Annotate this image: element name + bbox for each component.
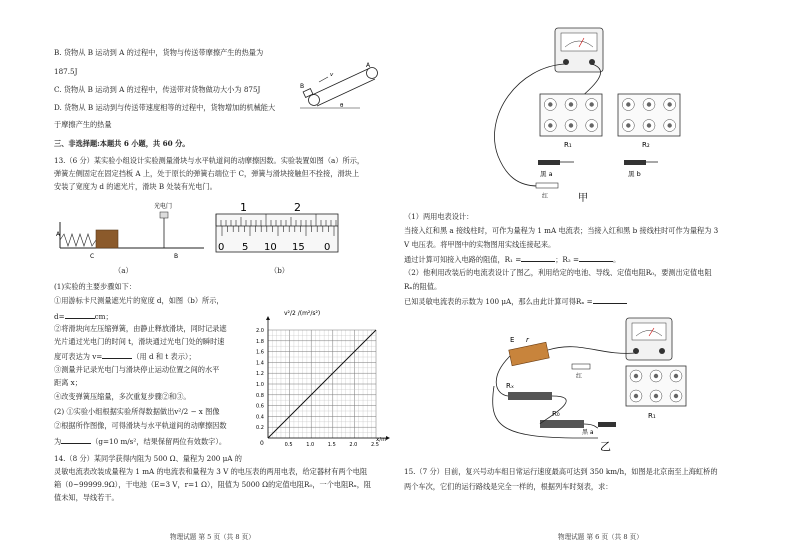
y-tick-label: 0.2: [256, 425, 264, 432]
dial-center: [548, 102, 552, 106]
fig-a-label-b: B: [174, 253, 179, 260]
y-tick-label: 1.4: [256, 360, 264, 367]
vernier-label-15: 15: [292, 242, 305, 253]
q14-part2-line3: [404, 296, 627, 306]
q14-part1-line2: V 电压表。将甲图中的实物图用实线连接起来。: [404, 240, 556, 249]
vernier-label-end: 0: [324, 242, 331, 253]
figure-a-caption: （a）: [114, 266, 133, 275]
vernier-label-5: 5: [242, 242, 249, 253]
q14-part1-line1: 当接入红和黑 a 接线柱时，可作为量程为 1 mA 电流表；当接入红和黑 b 接线柱时可作为量程为 3: [404, 226, 719, 235]
answer-blank-rx[interactable]: [593, 296, 627, 304]
y-tick-label: 0.4: [256, 414, 264, 421]
section-heading: 三、非选择题:本题共 6 小题，共 60 分。: [54, 139, 190, 148]
option-d-line1: D. 货物从 B 运动到与传送带速度相等的过程中，货物增加的机械能大: [54, 103, 276, 112]
answer-blank-r1[interactable]: [521, 254, 555, 262]
v-note: （用 d 和 t 表示）；: [132, 352, 196, 361]
answer-blank-d[interactable]: [65, 311, 95, 319]
dial-center: [634, 374, 638, 378]
dial-center: [647, 123, 651, 127]
probe-black-a: [538, 160, 560, 165]
option-b-line1: B. 货物从 B 运动到 A 的过程中，货物与传送带摩擦产生的热量为: [54, 48, 264, 57]
figure-a-apparatus: [56, 200, 206, 262]
q14-line4: 值未知，导线若干。: [54, 493, 119, 502]
y-tick-label: 0.6: [256, 403, 264, 410]
dial-center: [654, 394, 658, 398]
q13-line2: 弹簧左侧固定在固定挡板 A 上，处于原长的弹簧右端位于 C，弹簧与滑块接触但不拴接，滑块上: [54, 169, 360, 178]
conveyor-belt-figure: [300, 62, 382, 117]
part2-line1: (2) ①实验小组根据实验所得数据做出v²/2 − x 图像: [54, 407, 220, 416]
step4: ④改变弹簧压缩量，多次重复步骤②和③。: [54, 392, 191, 401]
y-tick-label: 0.8: [256, 392, 264, 399]
battery-board: [509, 342, 549, 366]
rx-prompt: 已知灵敏电流表的示数为 100 μA，那么由此计算可得Rₓ =: [404, 297, 593, 306]
footer-right: 物理试题 第 6 页（共 8 页）: [558, 533, 643, 541]
figure-jia-circuit: [478, 26, 708, 206]
probe-red-yi: [572, 364, 590, 369]
dial-center: [626, 102, 630, 106]
chart-origin-label: 0: [260, 440, 264, 447]
chart-xlabel: x/m: [376, 437, 387, 443]
dial-center: [589, 102, 593, 106]
dial-center: [674, 374, 678, 378]
caption-yi: 乙: [600, 440, 611, 453]
y-tick-label: 1.0: [256, 382, 264, 388]
d-equals: d=: [54, 312, 65, 321]
q15-line1: 15.（7 分）目前，复兴号动车组日常运行速度最高可达到 350 km/h，如图是北京南至上海虹桥的: [404, 467, 718, 476]
answer-blank-r2[interactable]: [579, 254, 613, 262]
d-unit: cm；: [94, 312, 113, 321]
x-axis-arrow: [386, 436, 390, 440]
q14-line3: 箱（0~99999.9Ω），干电池（E=3 V，r=1 Ω），阻值为 5000 Ω的定值电阻R₀，一个电阻Rₓ，阻: [54, 480, 372, 489]
probe-black-b: [624, 160, 646, 165]
q14-part1-line3: [404, 254, 620, 264]
answer-blank-v[interactable]: [102, 351, 132, 359]
q13-line3: 安装了宽度为 d 的遮光片，滑块 B 处装有光电门。: [54, 182, 217, 191]
vernier-label-0: 0: [218, 242, 225, 253]
resistor-r0: [540, 420, 584, 428]
chart-ylabel: v²/2 /(m²/s²): [284, 310, 321, 317]
label-rx: Rₓ: [506, 382, 514, 390]
step2-line1: ②将滑块向左压缩弹簧，由静止释放滑块，同时记录遮: [54, 324, 227, 333]
option-c: C. 货物从 B 运动到 A 的过程中，传送带对货物做功大小为 875J: [54, 85, 261, 94]
option-d-line2: 于摩擦产生的热量: [54, 120, 112, 129]
q15-line2: 两个车次，它们的运行路线是完全一样的，根据列车时刻表，求：: [404, 482, 613, 491]
y-axis-arrow: [266, 316, 270, 320]
q14-line2: 灵敏电流表改装成量程为 1 mA 的电流表和量程为 3 V 的电压表的两用电表，给定器材有两个电阻: [54, 467, 368, 476]
answer-blank-mu[interactable]: [61, 436, 91, 444]
y-tick-label: 1.6: [256, 349, 264, 356]
figure-yi-circuit: [480, 316, 720, 458]
step1-line2: [54, 311, 113, 321]
label-black-b: 黑 b: [628, 170, 641, 178]
main-scale-label-1: 1: [240, 201, 247, 214]
label-red-yi: 红: [576, 373, 583, 380]
belt-label-theta: θ: [340, 103, 344, 109]
belt-label-a: A: [366, 62, 371, 69]
figure-b-caption: （b）: [270, 266, 289, 275]
label-red-jia: 红: [542, 193, 549, 200]
mu-note: （g=10 m/s²，结果保留两位有效数字）。: [91, 437, 227, 446]
r1-label-jia: R₁: [564, 141, 572, 149]
r2-label-jia: R₂: [642, 141, 650, 149]
step2-line2: 光片通过光电门的时间 t，滑块通过光电门处的瞬时速: [54, 337, 225, 346]
step3-line2: 距离 x；: [54, 378, 82, 387]
dial-center: [548, 123, 552, 127]
steps-heading: (1)实验的主要步骤如下：: [54, 282, 137, 291]
main-scale-label-2: 2: [294, 201, 301, 214]
label-r: r: [526, 336, 529, 344]
dial-center: [569, 102, 573, 106]
y-tick-label: 1.2: [256, 371, 264, 378]
resistor-rx: [508, 392, 552, 400]
part2-line2: ②根据所作图像，可得滑块与水平轨道间的动摩擦因数: [54, 421, 227, 430]
y-tick-label: 1.8: [256, 338, 264, 345]
label-r0: R₀: [552, 410, 560, 418]
x-tick-label: 1.5: [327, 442, 336, 448]
probe-red: [536, 183, 558, 188]
fig-a-label-c: C: [90, 253, 95, 260]
q14-part1-heading: （1）两用电表设计：: [404, 212, 474, 221]
q14-line1: 14.（8 分）某同学获得内阻为 500 Ω、量程为 200 μA 的: [54, 454, 242, 463]
dial-center: [634, 394, 638, 398]
probe-black-yi: [598, 422, 616, 427]
photogate-label: 光电门: [154, 203, 173, 210]
footer-left: 物理试题 第 5 页（共 8 页）: [170, 533, 255, 541]
x-tick-label: 2.5: [371, 442, 379, 448]
step3-line1: ③测量并记录光电门与滑块停止运动位置之间的水平: [54, 365, 220, 374]
dial-center: [667, 102, 671, 106]
r1-label-yi: R₁: [648, 412, 656, 420]
step2-line3: [54, 351, 196, 361]
vernier-label-10: 10: [264, 242, 277, 253]
dial-center: [674, 394, 678, 398]
q13-line1: 13.（6 分）某实验小组设计实验测量滑块与水平轨道间的动摩擦因数。实验装置如图（a）所示，: [54, 156, 365, 165]
caption-jia: 甲: [578, 193, 588, 204]
r2-prompt: ；R₂ =: [555, 255, 580, 264]
belt-label-v: v: [330, 72, 334, 78]
mu-prefix: 为: [54, 437, 62, 446]
dial-center: [569, 123, 573, 127]
dial-center: [667, 123, 671, 127]
figure-b-vernier: [212, 196, 342, 258]
label-black-yi: 黑 a: [582, 429, 594, 436]
r-end: 。: [613, 255, 621, 264]
x-tick-label: 1.0: [306, 442, 315, 448]
step1-line1: ①用游标卡尺测量遮光片的宽度 d，如图（b）所示，: [54, 296, 224, 305]
belt-label-b: B: [300, 83, 305, 90]
v-expression: 度可表达为 v=: [54, 352, 103, 361]
option-b-line2: 187.5J: [54, 67, 78, 76]
y-tick-label: 2.0: [256, 328, 264, 334]
label-black-a: 黑 a: [540, 170, 553, 178]
fig-a-label-a: A: [56, 231, 61, 238]
v2-x-chart: [250, 302, 390, 452]
q14-part2-line2: Rₓ的阻值。: [404, 282, 442, 291]
x-tick-label: 0.5: [284, 442, 293, 448]
dial-center: [626, 123, 630, 127]
dial-center: [647, 102, 651, 106]
part2-line3: [54, 436, 226, 446]
x-tick-label: 2.0: [349, 442, 358, 448]
label-e: E: [510, 336, 515, 344]
dial-center: [654, 374, 658, 378]
dial-center: [589, 123, 593, 127]
r1-prompt: 通过计算可知接入电路的阻值，R₁ =: [404, 255, 522, 264]
q14-part2-line1: （2）他利用改装后的电流表设计了图乙，利用给定的电池、导线、定值电阻R₀，要测出定值电阻: [404, 268, 712, 277]
